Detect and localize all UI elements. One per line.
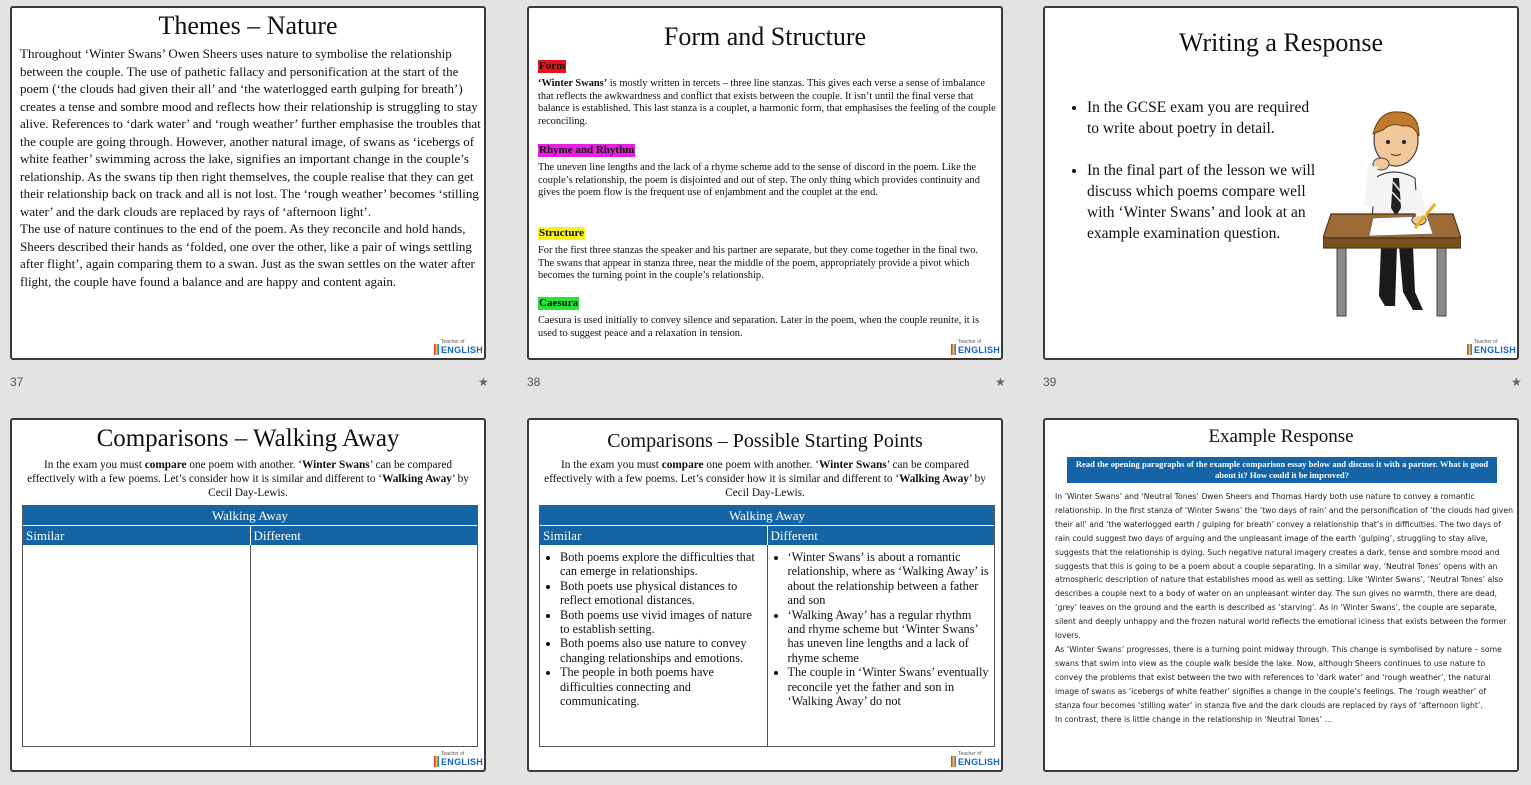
bullet-list (1071, 97, 1319, 265)
table-title: Walking Away (540, 506, 994, 526)
column-header-different: Different (770, 528, 818, 543)
different-cell (768, 545, 995, 746)
slide-42[interactable] (1043, 418, 1519, 772)
teacher-of-english-logo: Teacher of ENGLISH (1467, 342, 1513, 355)
list-item: • The couple in ‘Winter Swans’ eventually reconcile yet the father and son in ‘Walking Away’ do not (788, 665, 991, 708)
star-icon[interactable]: ★ (995, 375, 1006, 389)
comparison-table (22, 505, 478, 747)
slide-41[interactable] (527, 418, 1003, 772)
slide-39[interactable] (1043, 6, 1519, 360)
example-essay (1055, 490, 1513, 726)
teacher-of-english-logo: Teacher of ENGLISH (434, 342, 480, 355)
teacher-of-english-logo: Teacher of ENGLISH (434, 754, 480, 767)
slide-title: Comparisons – Walking Away (96, 425, 400, 452)
list-item: • Both poets use physical distances to reflect emotional distances. (560, 579, 763, 608)
slide-number: 38 (527, 375, 541, 389)
bullet-item: • In the final part of the lesson we will discuss which poems compare well with ‘Winter Swans’ and look at an example examination question. (1087, 160, 1319, 244)
section-heading: Form (539, 60, 566, 72)
section-text: ‘Winter Swans’ is mostly written in tercets – three line stanzas. This gives each verse a sense of imbalance that reflects the awkwardness and conflict that exists between the couple. It isn’t until the final verse that balance is established. This last stanza is a couplet, a harmonic form, that emphasises the feeling of the couple reconciling. (538, 78, 996, 128)
section-heading: Caesura (539, 297, 579, 309)
teacher-of-english-logo: Teacher of ENGLISH (951, 342, 997, 355)
slide-title: Comparisons – Possible Starting Points (607, 430, 923, 452)
slide-intro: In the exam you must compare one poem with another. ‘Winter Swans’ can be compared effectively with a few poems. Let’s consider how it is similar and different to ‘Walking Away’ by Cecil Day-Lewis. (27, 459, 469, 499)
star-icon[interactable]: ★ (478, 375, 489, 389)
slide-38[interactable] (527, 6, 1003, 360)
list-item: • ‘Walking Away’ has a regular rhythm and rhyme scheme but ‘Winter Swans’ has uneven line lengths and a lack of rhyme scheme (788, 608, 991, 666)
section-text: For the first three stanzas the speaker and his partner are separate, but they come together in the final two. The swans that appear in stanza three, near the middle of the poem, appropriately provide a pivot which becomes the turning point in the couple’s relationship. (538, 245, 978, 282)
paragraph: As ‘Winter Swans’ progresses, there is a turning point midway through. This change is symbolised by nature – some swans that swim into view as the couple walk beside the lake. Now, although Sheers continues to use nature to convey the problems that exist between the two with references to ‘dark water’ and ‘rough weather’, the natural image of swans as ‘icebergs of white feather’ signifies a change in the couple’s feelings. The ‘rough weather’ of stanza four becomes ‘stilling water’ in stanza five and the dark clouds are replaced by rays of ‘afternoon light’. (1055, 644, 1502, 710)
column-header-similar: Similar (23, 526, 251, 545)
different-cell (251, 545, 478, 746)
section-text: Caesura is used initially to convey silence and separation. Later in the poem, when the couple reunite, it is used to suggest peace and a relaxation in tension. (538, 315, 980, 339)
paragraph: In contrast, there is little change in the relationship in ‘Neutral Tones’ … (1055, 714, 1333, 724)
slide-37[interactable] (10, 6, 486, 360)
slide-title: Example Response (1208, 426, 1354, 447)
slide-40[interactable] (10, 418, 486, 772)
slide-title: Form and Structure (663, 22, 867, 51)
list-item: • Both poems also use nature to convey changing relationships and emotions. (560, 636, 763, 665)
table-header-row (540, 526, 994, 545)
teacher-of-english-logo: Teacher of ENGLISH (951, 754, 997, 767)
table-title: Walking Away (23, 506, 477, 526)
paragraph: Throughout ‘Winter Swans’ Owen Sheers uses nature to symbolise the relationship between the couple. The use of pathetic fallacy and personification at the start of the poem (‘the clouds had given their all’ and ‘the waterlogged earth gulping for breath’) creates a tense and sombre mood and reflects how their relationship is struggling to stay alive. References to ‘dark water’ and ‘rough weather’ further emphasise the troubles that the couple are going through. However, another natural image, of swans as ‘icebergs of white feather’ swimming across the lake, signifies an important change in the couple’s relationship. As the swans tip then right themselves, the couple realise that they can get their relationship back on track and all is not lost. The ‘rough weather’ becomes ‘stilling water’ and the dark clouds are replaced by rays of ‘afternoon light’. (20, 46, 481, 219)
slide-body (20, 45, 482, 290)
list-item: • ‘Winter Swans’ is about a romantic relationship, where as ‘Walking Away’ is about the relationship between a father and son (788, 550, 991, 608)
list-item: • Both poems use vivid images of nature to establish setting. (560, 608, 763, 637)
paragraph: The use of nature continues to the end of the poem. As they reconcile and hold hands, Sheers described their hands as ‘folded, one over the other, like a pair of wings settling after flight’, again comparing them to a swan. Just as the swan settles on the water after flight, the couple have found a balance and are happy and content again. (20, 221, 475, 289)
section-heading: Structure (539, 227, 585, 239)
list-item: • Both poems explore the difficulties that can emerge in relationships. (560, 550, 763, 579)
paragraph: In ‘Winter Swans’ and ‘Neutral Tones’ Owen Sheers and Thomas Hardy both use nature to convey a romantic relationship. In the first stanza of ‘Winter Swans’ the ‘two days of rain’ and the personification of ‘the clouds had given their all’ and ‘the waterlogged earth / gulping for breath’ convey a relationship that’s in difficulties. The two days of rain could suggest two days of arguing and the unpleasant image of the earth ‘gulping’, struggling to stay alive, suggests that the relationship is dying. Such negative natural imagery creates a dark, tense and sombre mood and suggests that this is going to be a poem about a couple separating. In a similar way, ‘Neutral Tones’ opens with an atmospheric description of nature that establishes mood as well as setting. Like ‘Winter Swans’, ‘Neutral Tones’ also describes a couple next to a body of water on an unpleasant winter day. The sun gives no warmth, there are dead, ‘grey’ leaves on the ground and the earth is described as ‘starving’. As in ‘Winter Swans’, the couple are separate, silent and deeply unhappy and the frozen natural world reflects the emotional iciness that exists between the former lovers. (1055, 492, 1513, 641)
slide-number: 37 (10, 375, 24, 389)
star-icon[interactable]: ★ (1511, 375, 1522, 389)
similar-cell (540, 545, 768, 746)
list-item: • The people in both poems have difficulties connecting and communicating. (560, 665, 763, 708)
slide-title: Themes – Nature (158, 11, 338, 40)
table-header-row (23, 526, 477, 545)
structure-section (538, 223, 996, 283)
section-heading: Rhyme and Rhythm (539, 144, 635, 156)
form-section (538, 56, 996, 129)
rhyme-section (538, 140, 996, 200)
student-at-desk-illustration (1323, 96, 1461, 322)
table-body (540, 545, 994, 746)
slide-intro: In the exam you must compare one poem with another. ‘Winter Swans’ can be compared effectively with a few poems. Let’s consider how it is similar and different to ‘Walking Away’ by Cecil Day-Lewis. (544, 459, 986, 499)
table-body (23, 545, 477, 746)
column-header-similar: Similar (540, 526, 768, 545)
caesura-section (538, 293, 996, 340)
section-text: The uneven line lengths and the lack of a rhyme scheme add to the sense of discord in the poem. Like the couple’s relationship, the poem is disjointed and out of step. The only thing which provides continuity and gives the poem flow is the frequent use of enjambment and the couplet at the end. (538, 162, 980, 199)
bullet-item: • In the GCSE exam you are required to write about poetry in detail. (1087, 97, 1319, 139)
comparison-table (539, 505, 995, 747)
column-header-different: Different (253, 528, 301, 543)
similar-cell (23, 545, 251, 746)
slide-title: Writing a Response (1178, 28, 1384, 57)
slide-number: 39 (1043, 375, 1057, 389)
instruction-banner: Read the opening paragraphs of the example comparison essay below and discuss it with a partner. What is good about it? How could it be improved? (1067, 457, 1497, 483)
